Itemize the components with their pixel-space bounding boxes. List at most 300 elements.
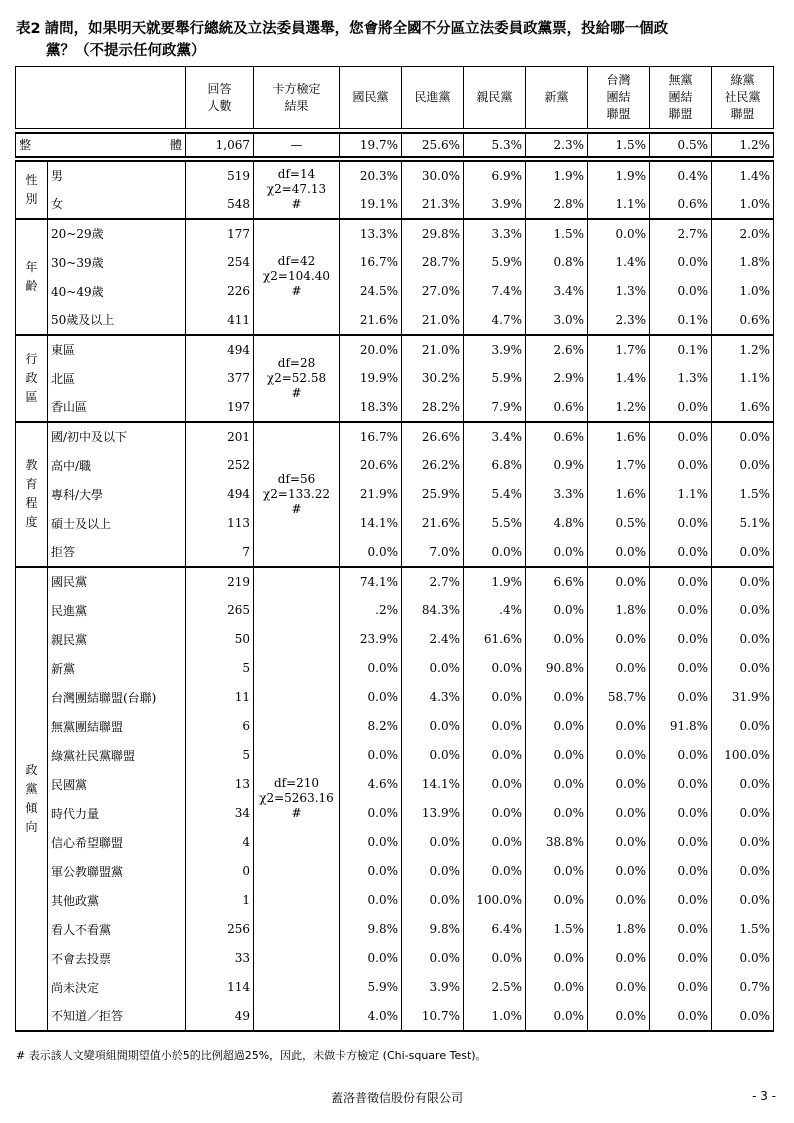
percent-cell: 1.5% [526, 219, 588, 248]
percent-cell: 0.5% [588, 509, 650, 538]
percent-cell: 1.4% [588, 364, 650, 393]
table-row [16, 857, 774, 886]
percent-cell: 19.7% [340, 133, 402, 157]
percent-cell: 25.9% [402, 480, 464, 509]
table-row [16, 335, 774, 364]
table-row [16, 422, 774, 451]
percent-cell: 2.3% [526, 133, 588, 157]
percent-cell: 0.0% [650, 857, 712, 886]
row-label: 軍公教聯盟黨 [48, 857, 186, 886]
percent-cell: 30.0% [402, 161, 464, 190]
group-label: 性 別 [16, 161, 48, 219]
percent-cell: 58.7% [588, 683, 650, 712]
percent-cell: 13.3% [340, 219, 402, 248]
percent-cell: 0.0% [464, 538, 526, 567]
row-label: 國/初中及以下 [48, 422, 186, 451]
page-number: - 3 - [752, 1089, 776, 1103]
row-label: 北區 [48, 364, 186, 393]
row-label: 男 [48, 161, 186, 190]
percent-cell: 0.0% [402, 654, 464, 683]
title-line-2: 黨？（不提示任何政黨） [46, 43, 206, 59]
row-label: 50歲及以上 [48, 306, 186, 335]
percent-cell: .4% [464, 596, 526, 625]
percent-cell: 0.0% [650, 625, 712, 654]
table-row [16, 480, 774, 509]
percent-cell: 5.9% [340, 973, 402, 1002]
table-row [16, 567, 774, 596]
total-label-b: 體 [169, 138, 182, 152]
percent-cell: 0.0% [340, 799, 402, 828]
percent-cell: 2.5% [464, 973, 526, 1002]
percent-cell: 0.0% [340, 828, 402, 857]
percent-cell: 2.6% [526, 335, 588, 364]
percent-cell: 5.9% [464, 364, 526, 393]
chi-square-result: df=28 χ2=52.58 # [254, 335, 340, 422]
row-count: 33 [186, 944, 254, 973]
total-row [16, 133, 774, 157]
table-row [16, 161, 774, 190]
percent-cell: 3.4% [526, 277, 588, 306]
header-party: 親民黨 [464, 67, 526, 129]
percent-cell: 0.0% [712, 538, 774, 567]
percent-cell: 0.0% [588, 1002, 650, 1031]
percent-cell: 0.0% [650, 799, 712, 828]
table-row [16, 770, 774, 799]
row-label: 專科/大學 [48, 480, 186, 509]
percent-cell: 84.3% [402, 596, 464, 625]
percent-cell: 0.0% [526, 625, 588, 654]
percent-cell: 0.0% [402, 828, 464, 857]
percent-cell: 0.0% [650, 886, 712, 915]
percent-cell: 1.4% [588, 248, 650, 277]
chi-square-result: df=56 χ2=133.22 # [254, 422, 340, 567]
percent-cell: 0.0% [340, 654, 402, 683]
percent-cell: 23.9% [340, 625, 402, 654]
percent-cell: 5.3% [464, 133, 526, 157]
table-row [16, 364, 774, 393]
percent-cell: 1.9% [464, 567, 526, 596]
percent-cell: 1.6% [588, 422, 650, 451]
table-row [16, 683, 774, 712]
table-row [16, 277, 774, 306]
percent-cell: 0.0% [650, 277, 712, 306]
percent-cell: 0.0% [402, 857, 464, 886]
percent-cell: 13.9% [402, 799, 464, 828]
percent-cell: 0.0% [712, 1002, 774, 1031]
percent-cell: 19.9% [340, 364, 402, 393]
percent-cell: 4.3% [402, 683, 464, 712]
row-count: 519 [186, 161, 254, 190]
percent-cell: 1.1% [588, 190, 650, 219]
percent-cell: 0.0% [650, 451, 712, 480]
row-count: 494 [186, 480, 254, 509]
percent-cell: 0.0% [650, 770, 712, 799]
row-label: 高中/職 [48, 451, 186, 480]
percent-cell: 0.0% [650, 683, 712, 712]
percent-cell: 10.7% [402, 1002, 464, 1031]
row-label: 不知道／拒答 [48, 1002, 186, 1031]
percent-cell: 30.2% [402, 364, 464, 393]
total-chi: — [254, 133, 340, 157]
percent-cell: 100.0% [464, 886, 526, 915]
percent-cell: 1.6% [712, 393, 774, 422]
percent-cell: 0.0% [464, 828, 526, 857]
percent-cell: 0.0% [650, 944, 712, 973]
percent-cell: 0.0% [526, 712, 588, 741]
percent-cell: 0.0% [588, 567, 650, 596]
percent-cell: 16.7% [340, 248, 402, 277]
percent-cell: 27.0% [402, 277, 464, 306]
percent-cell: 24.5% [340, 277, 402, 306]
percent-cell: 0.0% [526, 1002, 588, 1031]
percent-cell: 20.0% [340, 335, 402, 364]
percent-cell: 1.3% [588, 277, 650, 306]
row-label: 碩士及以上 [48, 509, 186, 538]
percent-cell: 5.4% [464, 480, 526, 509]
row-label: 民進黨 [48, 596, 186, 625]
row-count: 411 [186, 306, 254, 335]
row-label: 無黨團結聯盟 [48, 712, 186, 741]
row-label: 親民黨 [48, 625, 186, 654]
percent-cell: 5.5% [464, 509, 526, 538]
percent-cell: 1.0% [464, 1002, 526, 1031]
row-label: 東區 [48, 335, 186, 364]
percent-cell: 0.0% [712, 828, 774, 857]
percent-cell: 90.8% [526, 654, 588, 683]
table-row [16, 306, 774, 335]
percent-cell: 0.9% [526, 451, 588, 480]
percent-cell: 0.0% [650, 248, 712, 277]
percent-cell: 0.1% [650, 306, 712, 335]
row-label: 尚未決定 [48, 973, 186, 1002]
table-number: 表2 [16, 21, 41, 37]
percent-cell: 100.0% [712, 741, 774, 770]
percent-cell: 0.0% [650, 973, 712, 1002]
table-row [16, 451, 774, 480]
percent-cell: 0.0% [588, 654, 650, 683]
percent-cell: 21.0% [402, 335, 464, 364]
percent-cell: 0.0% [650, 596, 712, 625]
percent-cell: 0.0% [402, 712, 464, 741]
percent-cell: 20.6% [340, 451, 402, 480]
percent-cell: 0.0% [526, 538, 588, 567]
percent-cell: 8.2% [340, 712, 402, 741]
row-count: 6 [186, 712, 254, 741]
table-row [16, 712, 774, 741]
row-count: 548 [186, 190, 254, 219]
percent-cell: 31.9% [712, 683, 774, 712]
row-count: 13 [186, 770, 254, 799]
percent-cell: 0.0% [588, 625, 650, 654]
percent-cell: 0.0% [588, 886, 650, 915]
row-label: 民國黨 [48, 770, 186, 799]
percent-cell: 0.0% [402, 944, 464, 973]
header-party: 民進黨 [402, 67, 464, 129]
row-count: 254 [186, 248, 254, 277]
row-label: 國民黨 [48, 567, 186, 596]
group-label: 政 黨 傾 向 [16, 567, 48, 1031]
row-count: 265 [186, 596, 254, 625]
row-label: 拒答 [48, 538, 186, 567]
total-label-a: 整 [19, 138, 32, 152]
percent-cell: 2.0% [712, 219, 774, 248]
percent-cell: 0.0% [588, 973, 650, 1002]
table-row [16, 741, 774, 770]
percent-cell: 0.0% [712, 654, 774, 683]
title-line-1: 請問，如果明天就要舉行總統及立法委員選舉，您會將全國不分區立法委員政黨票，投給哪一個政 [44, 21, 669, 37]
row-count: 113 [186, 509, 254, 538]
row-count: 114 [186, 973, 254, 1002]
percent-cell: 0.7% [712, 973, 774, 1002]
row-count: 7 [186, 538, 254, 567]
percent-cell: 20.3% [340, 161, 402, 190]
row-label: 20~29歲 [48, 219, 186, 248]
group-label: 行 政 區 [16, 335, 48, 422]
percent-cell: 0.8% [526, 248, 588, 277]
percent-cell: 3.4% [464, 422, 526, 451]
percent-cell: 74.1% [340, 567, 402, 596]
percent-cell: 0.0% [340, 683, 402, 712]
row-label: 綠黨社民黨聯盟 [48, 741, 186, 770]
percent-cell: 0.0% [526, 683, 588, 712]
percent-cell: 2.3% [588, 306, 650, 335]
percent-cell: 0.0% [650, 567, 712, 596]
percent-cell: 3.9% [402, 973, 464, 1002]
percent-cell: 1.8% [588, 915, 650, 944]
percent-cell: 0.0% [650, 915, 712, 944]
total-label [16, 133, 186, 157]
footnote: # 表示該人文變項組間期望值小於5的比例超過25%，因此，未做卡方檢定 (Chi-square Test)。 [16, 1049, 487, 1062]
row-count: 4 [186, 828, 254, 857]
percent-cell: 26.6% [402, 422, 464, 451]
percent-cell: 5.9% [464, 248, 526, 277]
percent-cell: 21.6% [402, 509, 464, 538]
percent-cell: 14.1% [402, 770, 464, 799]
percent-cell: 0.0% [464, 944, 526, 973]
percent-cell: 3.0% [526, 306, 588, 335]
percent-cell: 0.0% [340, 741, 402, 770]
percent-cell: 61.6% [464, 625, 526, 654]
percent-cell: 1.2% [588, 393, 650, 422]
group-label: 年 齡 [16, 219, 48, 335]
percent-cell: 0.0% [712, 567, 774, 596]
row-label: 不會去投票 [48, 944, 186, 973]
header-party: 綠黨 社民黨 聯盟 [712, 67, 774, 129]
chi-square-result: df=210 χ2=5263.16 # [254, 567, 340, 1031]
percent-cell: 0.0% [526, 857, 588, 886]
percent-cell: 6.8% [464, 451, 526, 480]
header-count: 回答 人數 [186, 67, 254, 129]
row-label: 香山區 [48, 393, 186, 422]
table-row [16, 654, 774, 683]
crosstab-table [15, 66, 774, 1032]
row-count: 219 [186, 567, 254, 596]
percent-cell: 0.0% [526, 944, 588, 973]
percent-cell: 1.0% [712, 190, 774, 219]
percent-cell: 2.7% [650, 219, 712, 248]
percent-cell: 0.0% [650, 828, 712, 857]
percent-cell: 0.0% [588, 712, 650, 741]
percent-cell: 1.2% [712, 335, 774, 364]
percent-cell: 0.0% [402, 741, 464, 770]
percent-cell: 1.7% [588, 451, 650, 480]
percent-cell: 0.0% [712, 944, 774, 973]
percent-cell: 1.1% [712, 364, 774, 393]
percent-cell: 0.0% [712, 770, 774, 799]
percent-cell: 7.4% [464, 277, 526, 306]
row-count: 201 [186, 422, 254, 451]
percent-cell: 5.1% [712, 509, 774, 538]
row-count: 252 [186, 451, 254, 480]
chi-square-result: df=14 χ2=47.13 # [254, 161, 340, 219]
percent-cell: 7.0% [402, 538, 464, 567]
row-count: 1 [186, 886, 254, 915]
percent-cell: 0.0% [464, 857, 526, 886]
percent-cell: 1.5% [712, 915, 774, 944]
percent-cell: 0.0% [464, 654, 526, 683]
percent-cell: 0.0% [588, 219, 650, 248]
row-label: 新黨 [48, 654, 186, 683]
percent-cell: 1.8% [712, 248, 774, 277]
percent-cell: 3.9% [464, 335, 526, 364]
percent-cell: 1.5% [588, 133, 650, 157]
percent-cell: 0.0% [340, 857, 402, 886]
table-row [16, 538, 774, 567]
row-count: 177 [186, 219, 254, 248]
table-title [16, 18, 778, 62]
percent-cell: 0.0% [712, 596, 774, 625]
percent-cell: 29.8% [402, 219, 464, 248]
percent-cell: 0.0% [526, 886, 588, 915]
percent-cell: .2% [340, 596, 402, 625]
percent-cell: 1.4% [712, 161, 774, 190]
header-party: 新黨 [526, 67, 588, 129]
total-count: 1,067 [186, 133, 254, 157]
row-count: 256 [186, 915, 254, 944]
percent-cell: 4.8% [526, 509, 588, 538]
percent-cell: 0.0% [526, 596, 588, 625]
table-row [16, 915, 774, 944]
header-chi-square: 卡方檢定 結果 [254, 67, 340, 129]
percent-cell: 0.0% [526, 799, 588, 828]
table-row [16, 596, 774, 625]
percent-cell: 28.2% [402, 393, 464, 422]
percent-cell: 0.0% [526, 741, 588, 770]
table-row [16, 219, 774, 248]
percent-cell: 18.3% [340, 393, 402, 422]
table-row [16, 190, 774, 219]
company-name: 蓋洛普徵信股份有限公司 [330, 1091, 463, 1105]
percent-cell: 0.0% [526, 770, 588, 799]
table-row [16, 1002, 774, 1031]
percent-cell: 21.6% [340, 306, 402, 335]
header-party: 台灣 團結 聯盟 [588, 67, 650, 129]
percent-cell: 0.1% [650, 335, 712, 364]
percent-cell: 0.0% [650, 741, 712, 770]
percent-cell: 0.6% [712, 306, 774, 335]
percent-cell: 2.4% [402, 625, 464, 654]
percent-cell: 25.6% [402, 133, 464, 157]
table-row [16, 248, 774, 277]
row-label: 其他政黨 [48, 886, 186, 915]
percent-cell: 0.0% [650, 509, 712, 538]
row-label: 30~39歲 [48, 248, 186, 277]
percent-cell: 1.9% [588, 161, 650, 190]
header-party: 無黨 團結 聯盟 [650, 67, 712, 129]
percent-cell: 3.3% [526, 480, 588, 509]
row-label: 女 [48, 190, 186, 219]
percent-cell: 0.0% [464, 799, 526, 828]
row-count: 377 [186, 364, 254, 393]
percent-cell: 9.8% [340, 915, 402, 944]
percent-cell: 6.4% [464, 915, 526, 944]
percent-cell: 0.5% [650, 133, 712, 157]
percent-cell: 0.0% [650, 393, 712, 422]
table-row [16, 393, 774, 422]
percent-cell: 6.6% [526, 567, 588, 596]
percent-cell: 0.0% [464, 770, 526, 799]
percent-cell: 9.8% [402, 915, 464, 944]
percent-cell: 0.0% [650, 422, 712, 451]
percent-cell: 0.0% [650, 654, 712, 683]
percent-cell: 0.0% [712, 422, 774, 451]
percent-cell: 0.0% [712, 799, 774, 828]
percent-cell: 0.0% [588, 538, 650, 567]
row-count: 11 [186, 683, 254, 712]
percent-cell: 1.0% [712, 277, 774, 306]
percent-cell: 1.1% [650, 480, 712, 509]
table-row [16, 944, 774, 973]
percent-cell: 0.0% [712, 625, 774, 654]
percent-cell: 38.8% [526, 828, 588, 857]
percent-cell: 4.7% [464, 306, 526, 335]
percent-cell: 2.8% [526, 190, 588, 219]
percent-cell: 6.9% [464, 161, 526, 190]
percent-cell: 4.0% [340, 1002, 402, 1031]
row-count: 226 [186, 277, 254, 306]
row-count: 5 [186, 741, 254, 770]
percent-cell: 0.4% [650, 161, 712, 190]
header-row [16, 67, 774, 129]
percent-cell: 1.9% [526, 161, 588, 190]
percent-cell: 0.0% [650, 538, 712, 567]
percent-cell: 0.6% [526, 422, 588, 451]
percent-cell: 0.0% [588, 828, 650, 857]
percent-cell: 28.7% [402, 248, 464, 277]
percent-cell: 21.0% [402, 306, 464, 335]
percent-cell: 4.6% [340, 770, 402, 799]
percent-cell: 0.0% [588, 770, 650, 799]
percent-cell: 0.0% [526, 973, 588, 1002]
table-row [16, 973, 774, 1002]
percent-cell: 0.0% [588, 741, 650, 770]
percent-cell: 0.0% [712, 451, 774, 480]
percent-cell: 19.1% [340, 190, 402, 219]
percent-cell: 2.7% [402, 567, 464, 596]
table-row [16, 799, 774, 828]
percent-cell: 0.6% [650, 190, 712, 219]
row-count: 34 [186, 799, 254, 828]
row-count: 494 [186, 335, 254, 364]
row-count: 50 [186, 625, 254, 654]
percent-cell: 26.2% [402, 451, 464, 480]
row-label: 看人不看黨 [48, 915, 186, 944]
percent-cell: 21.3% [402, 190, 464, 219]
header-party: 國民黨 [340, 67, 402, 129]
percent-cell: 3.9% [464, 190, 526, 219]
percent-cell: 21.9% [340, 480, 402, 509]
percent-cell: 0.0% [712, 857, 774, 886]
